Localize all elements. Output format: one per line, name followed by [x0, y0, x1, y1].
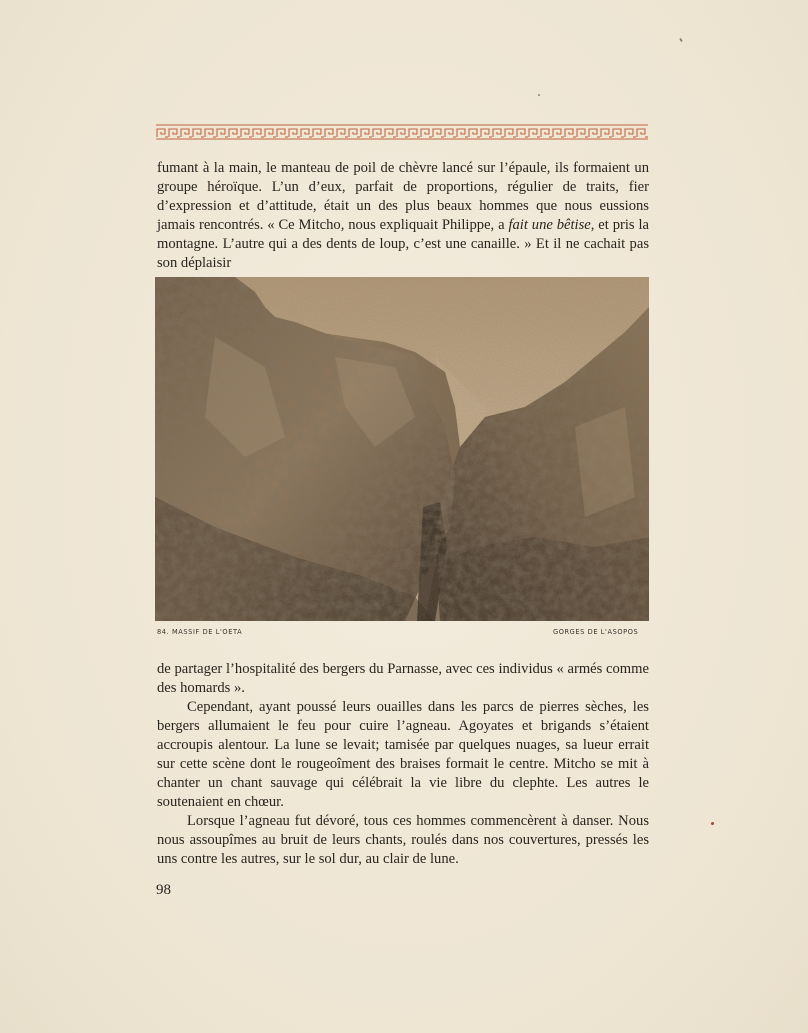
text-top-part2: , et pris la montagne. L’autre qui a des dents de loup, c’est une canaille. » Et il ne cachait pas son déplaisir	[157, 217, 649, 271]
text-top	[157, 159, 649, 273]
paragraph-3: Lorsque l’agneau fut dévoré, tous ces hommes commencèrent à danser. Nous nous assoupîmes au bruit de leurs chants, roulés dans nos couvertures, pressés les uns contre les autres, sur le sol dur, au clair de lune.	[157, 813, 649, 867]
paper-speck	[538, 94, 540, 96]
page-number: 98	[156, 882, 171, 898]
paragraph-1: de partager l’hospitalité des bergers du Parnasse, avec ces individus « armés comme des homards ».	[157, 661, 649, 696]
greek-key-ornament	[156, 124, 648, 140]
photo-gorge	[155, 277, 649, 621]
paper-speck	[711, 822, 714, 825]
text-bottom	[157, 660, 649, 869]
paper-speck	[679, 38, 683, 42]
photo-caption-right: GORGES DE L'ASOPOS	[553, 628, 639, 636]
paragraph-2: Cependant, ayant poussé leurs ouailles dans les parcs de pierres sèches, les bergers allumaient le feu pour cuire l’agneau. Agoyates et brigands s’étaient accroupis alentour. La lune se levait; tamisée par quelques nuages, sa lueur errait sur cette scène dont le rougeoîment des braises formait le centre. Mitcho se mit à chanter un chant sauvage qui célébrait la vie libre du clephte. Les autres le soutenaient en chœur.	[157, 699, 649, 810]
text-top-italic: fait une bêtise	[508, 217, 591, 233]
photo-caption-left: 84. MASSIF DE L'OETA	[157, 628, 243, 636]
text-top-part1: fumant à la main, le manteau de poil de chèvre lancé sur l’épaule, ils formaient un groupe héroïque. L’un d’eux, parfait de proportions, régulier de traits, fier d’expression et d’attitude, était un des plus beaux hommes que nous eussions jamais rencontrés. « Ce Mitcho, nous expliquait Philippe, a	[157, 160, 649, 233]
